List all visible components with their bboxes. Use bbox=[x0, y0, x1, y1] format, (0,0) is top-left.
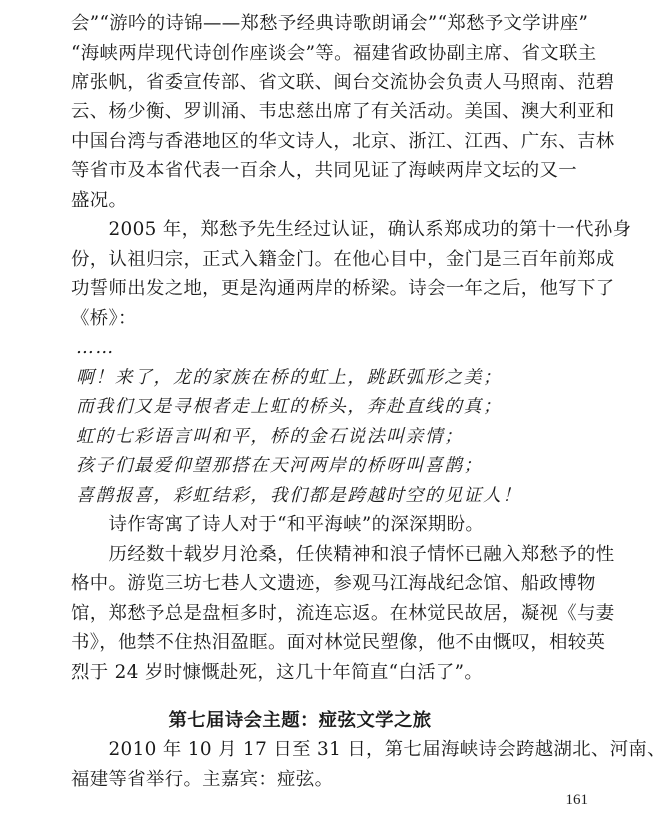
text-line: 功誓师出发之地，更是沟通两岸的桥梁。诗会一年之后，他写下了 bbox=[71, 278, 615, 299]
text-line: 馆，郑愁予总是盘桓多时，流连忘返。在林觉民故居，凝视《与妻 bbox=[71, 603, 615, 624]
text-line: 云、杨少衡、罗训涌、韦忠慈出席了有关活动。美国、澳大利亚和 bbox=[71, 101, 615, 122]
text-line: 盛况。 bbox=[71, 190, 128, 211]
text-line: 诗作寄寓了诗人对于“和平海峡”的深深期盼。 bbox=[71, 514, 485, 535]
text-line: 等省市及本省代表一百余人，共同见证了海峡两岸文坛的又一 bbox=[71, 160, 577, 181]
section-heading: 第七届诗会主题：痖弦文学之旅 bbox=[168, 710, 432, 731]
text-line: “海峡两岸现代诗创作座谈会”等。福建省政协副主席、省文联主 bbox=[71, 43, 597, 64]
text-line: 《桥》： bbox=[71, 308, 137, 329]
text-line: 中国台湾与香港地区的华文诗人，北京、浙江、江西、广东、吉林 bbox=[71, 131, 615, 152]
text-line: 历经数十载岁月沧桑，任侠精神和浪子情怀已融入郑愁予的性 bbox=[71, 544, 615, 565]
text-line: 会”“游吟的诗锦——郑愁予经典诗歌朗诵会”“郑愁予文学讲座” bbox=[71, 13, 589, 34]
poem-line: 虹的七彩语言叫和平，桥的金石说法叫亲情； bbox=[76, 426, 464, 447]
text-line: 2005 年，郑愁予先生经过认证，确认系郑成功的第十一代孙身 bbox=[71, 219, 632, 240]
text-line: 书》，他禁不住热泪盈眶。面对林觉民塑像，他不由慨叹，相较英 bbox=[71, 632, 606, 653]
text-line: 烈于 24 岁时慷慨赴死，这几十年简直“白活了”。 bbox=[71, 662, 484, 683]
text-line: 格中。游览三坊七巷人文遗迹，参观马江海战纪念馆、船政博物 bbox=[71, 573, 596, 594]
text-line: 份，认祖归宗，正式入籍金门。在他心目中，金门是三百年前郑成 bbox=[71, 249, 615, 270]
text-line: 席张帆，省委宣传部、省文联、闽台交流协会负责人马照南、范碧 bbox=[71, 72, 615, 93]
poem-line: 啊！来了，龙的家族在桥的虹上，跳跃弧形之美； bbox=[76, 367, 503, 388]
poem-line: …… bbox=[76, 337, 115, 358]
poem-line: 孩子们最爱仰望那搭在天河两岸的桥呀叫喜鹊； bbox=[76, 455, 484, 476]
text-line: 2010 年 10 月 17 日至 31 日，第七届海峡诗会跨越湖北、河南、 bbox=[71, 739, 666, 760]
page-number: 161 bbox=[565, 792, 588, 808]
text-line: 福建等省举行。主嘉宾：痖弦。 bbox=[71, 769, 334, 790]
poem-line: 而我们又是寻根者走上虹的桥头，奔赴直线的真； bbox=[76, 396, 503, 417]
poem-line: 喜鹊报喜，彩虹结彩，我们都是跨越时空的见证人！ bbox=[76, 485, 522, 506]
